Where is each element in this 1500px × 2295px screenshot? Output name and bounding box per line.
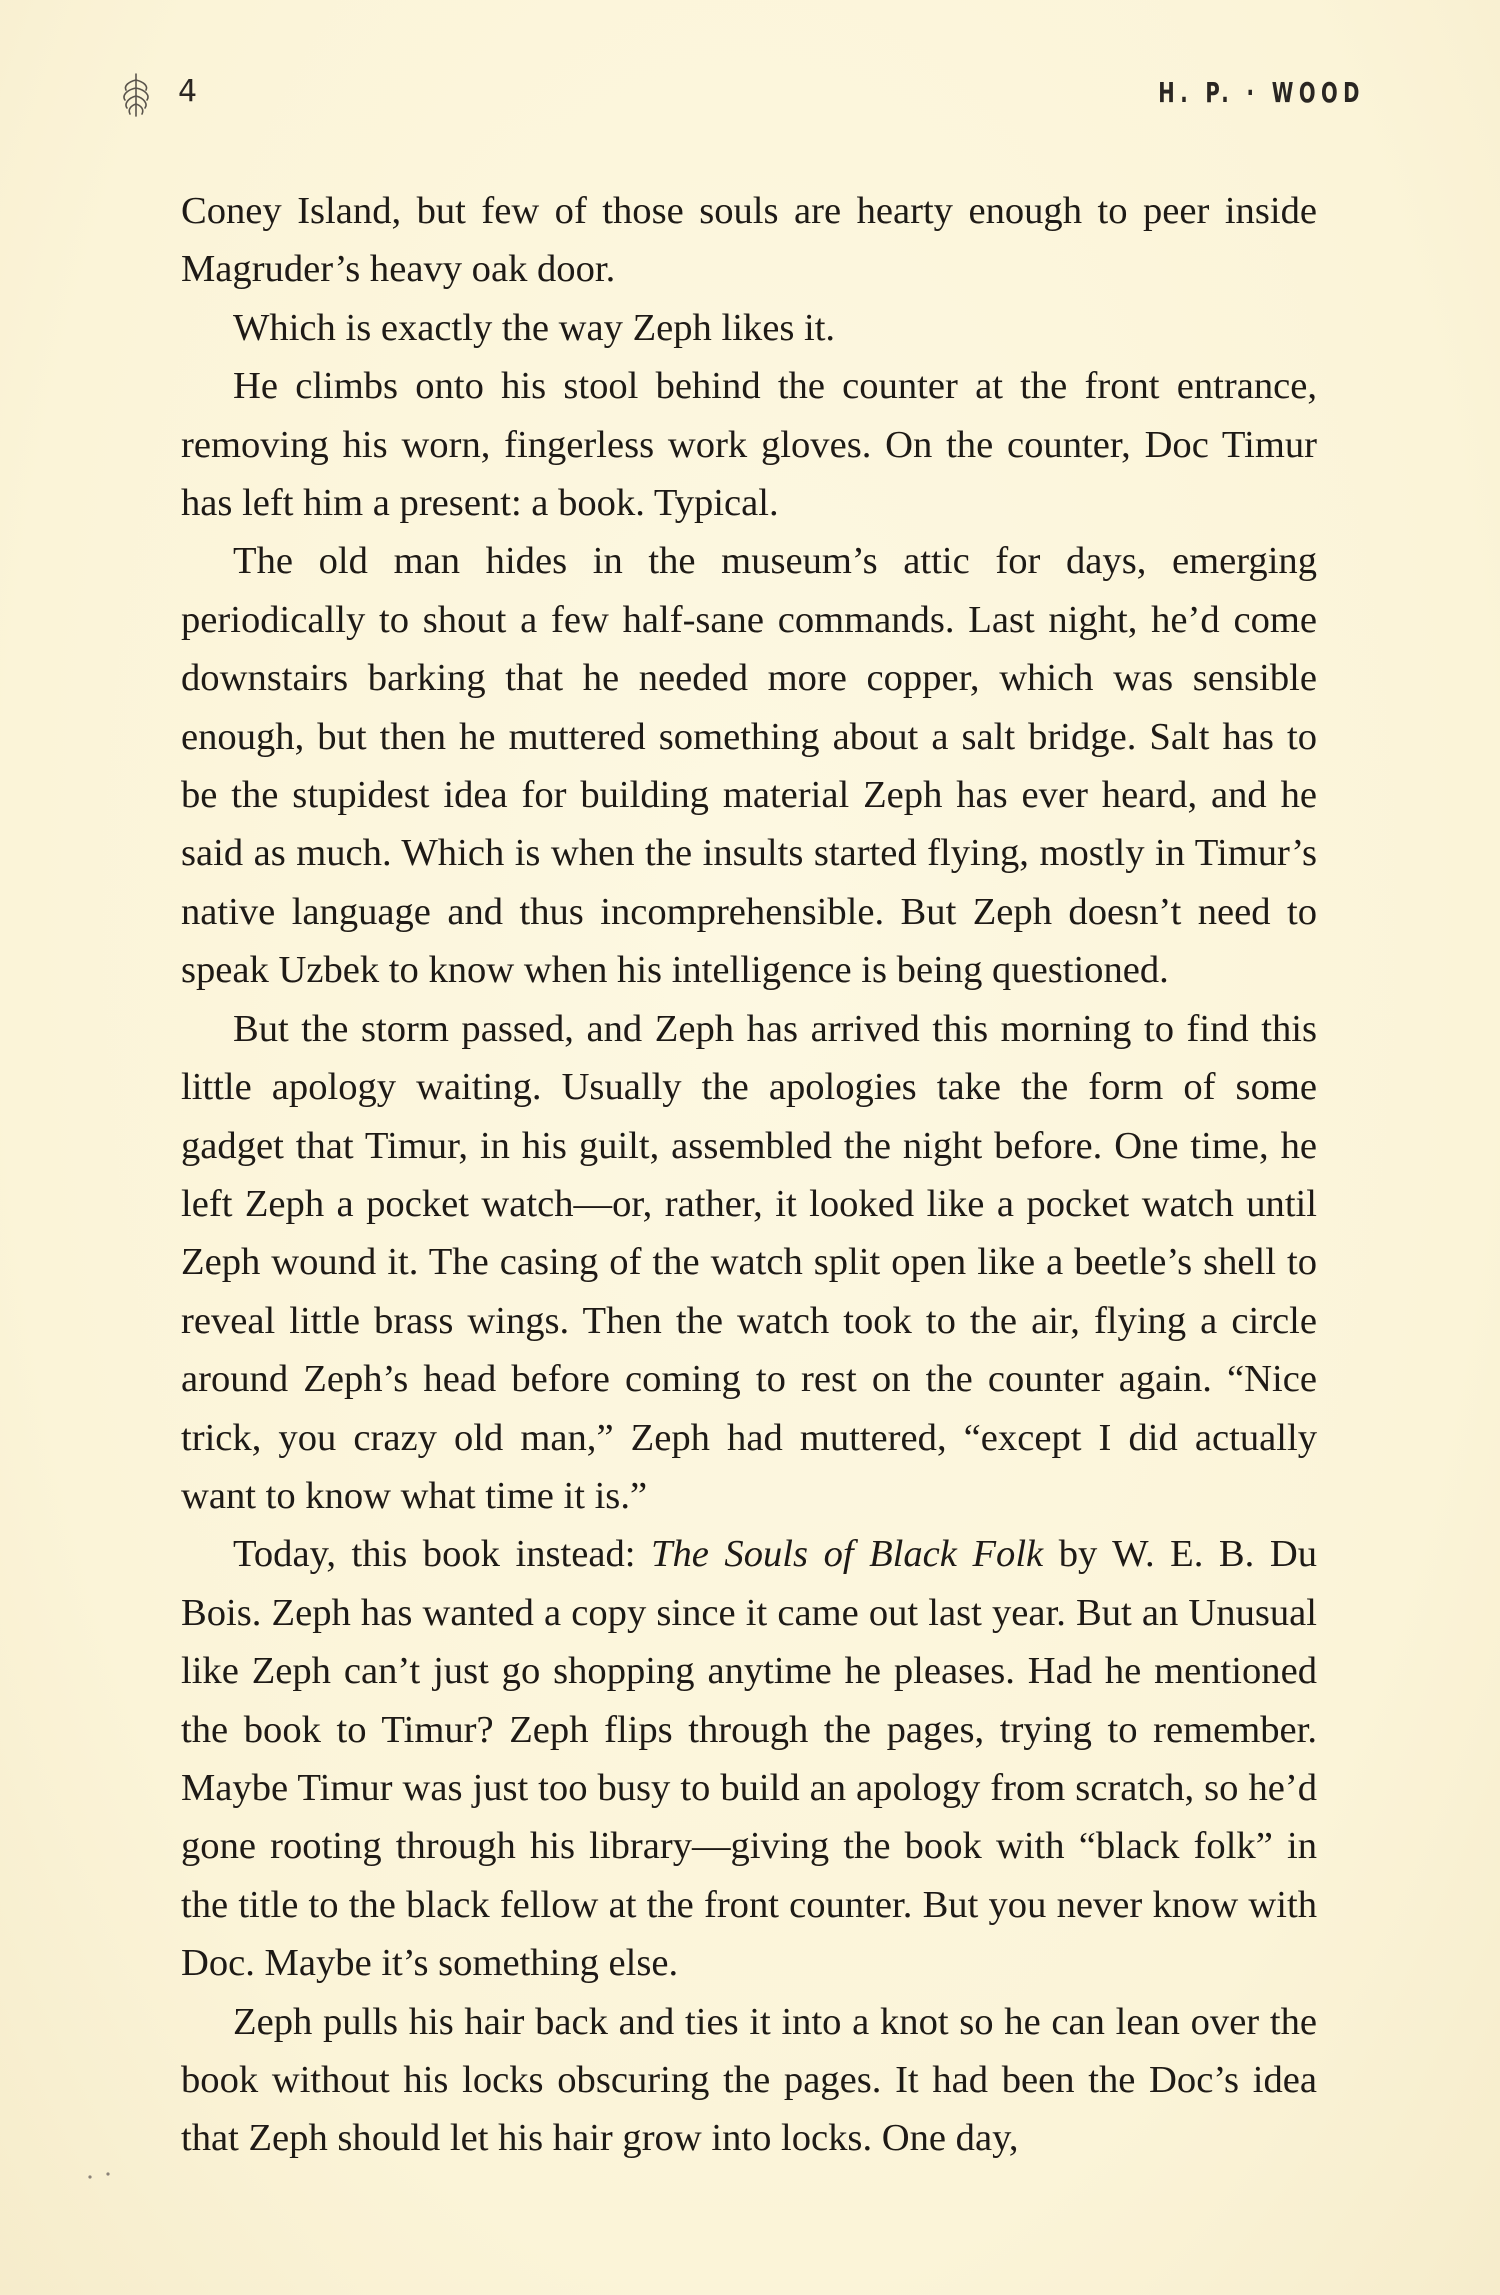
paragraph	[181, 1525, 1317, 1992]
paragraph: Coney Island, but few of those souls are hearty enough to peer inside Magruder’s heavy oak door.	[181, 190, 1317, 291]
paragraph: The old man hides in the museum’s attic for days, emerging periodically to shout a few half-sane commands. Last night, he’d come downstairs barking that he needed more copper, which was sensible enough, but then he muttered something about a salt bridge. Salt has to be the stupidest idea for building material Zeph has ever heard, and he said as much. Which is when the insults started flying, mostly in Timur’s native language and thus incomprehensible. But Zeph doesn’t need to speak Uzbek to know when his intelligence is being questioned.	[181, 540, 1317, 992]
running-head-author: H. P. · WOOD	[1158, 76, 1365, 109]
page-header	[0, 0, 1500, 160]
paragraph: But the storm passed, and Zeph has arrived this morning to find this little apology waiting. Usually the apologies take the form of some gadget that Timur, in his guilt, assembled the night before. One time, he left Zeph a pocket watch—or, rather, it looked like a pocket watch until Zeph wound it. The casing of the watch split open like a beetle’s shell to reveal little brass wings. Then the watch took to the air, flying a circle around Zeph’s head before coming to rest on the counter again. “Nice trick, you crazy old man,” Zeph had muttered, “except I did actually want to know what time it is.”	[181, 1007, 1317, 1517]
fleuron-ornament-icon	[116, 70, 156, 120]
body-text	[181, 182, 1317, 2168]
paragraph: Zeph pulls his hair back and ties it into a knot so he can lean over the book without his locks obscuring the pages. It had been the Doc’s idea that Zeph should let his hair grow into locks. One day,	[181, 2000, 1317, 2160]
paragraph-rest: by W. E. B. Du Bois. Zeph has wanted a copy since it came out last year. But an Unusual like Zeph can’t just go shopping anytime he pleases. Had he mentioned the book to Timur? Zeph flips through the pages, trying to remember. Maybe Timur was just too busy to build an apology from scratch, so he’d gone rooting through his library—giving the book with “black folk” in the title to the black fellow at the front counter. But you never know with Doc. Maybe it’s something else.	[181, 1533, 1317, 1985]
paragraph-lead: Today, this book instead:	[233, 1533, 652, 1576]
page-number: 4	[178, 74, 199, 109]
book-title: The Souls of Black Folk	[651, 1533, 1044, 1576]
paragraph: He climbs onto his stool behind the counter at the front entrance, removing his worn, fingerless work gloves. On the counter, Doc Timur has left him a present: a book. Typical.	[181, 365, 1317, 525]
paragraph: Which is exactly the way Zeph likes it.	[233, 306, 836, 349]
margin-speck-marks	[86, 2170, 116, 2182]
